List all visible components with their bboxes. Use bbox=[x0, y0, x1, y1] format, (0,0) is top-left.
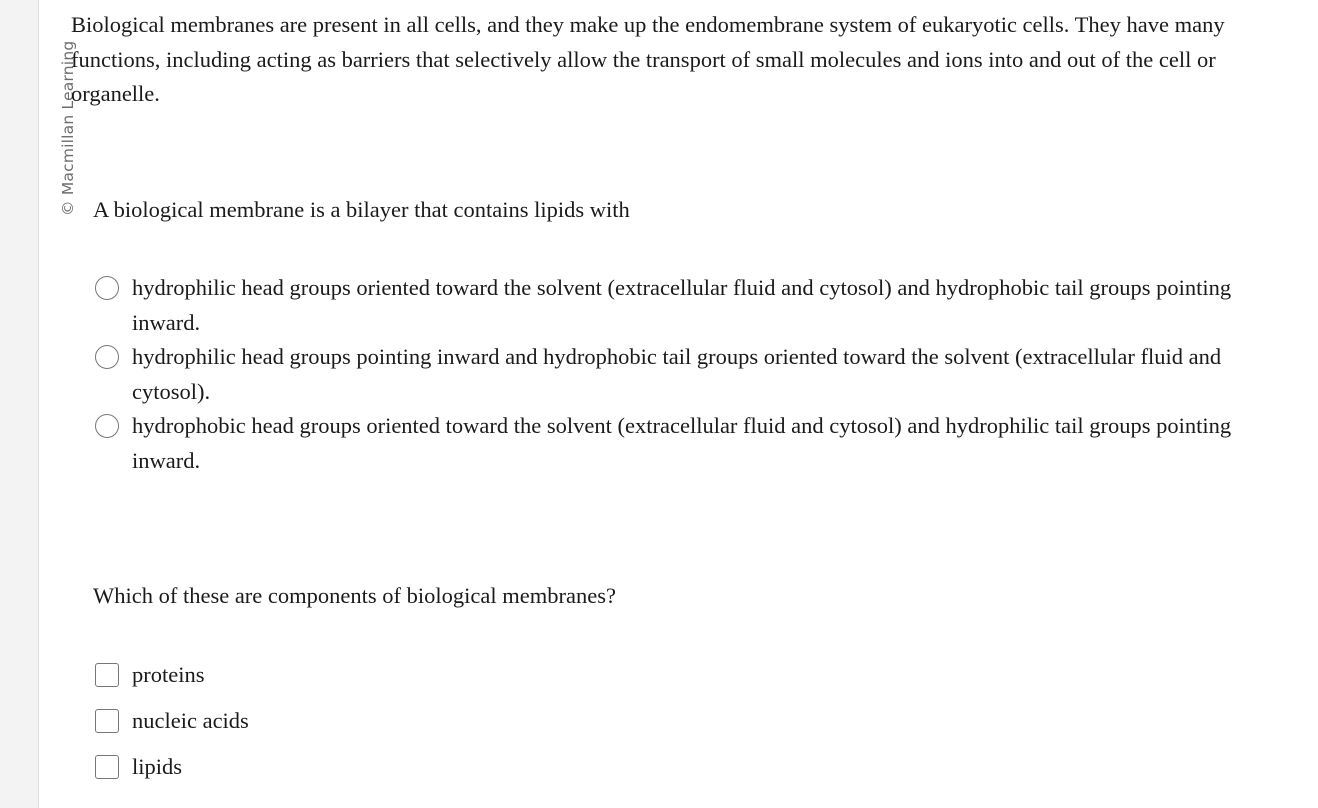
question-1-options bbox=[95, 271, 1270, 478]
question-2-options bbox=[95, 658, 1270, 796]
question-2-option-proteins[interactable] bbox=[95, 658, 1270, 692]
question-1-option-b[interactable] bbox=[95, 340, 1270, 409]
radio-button[interactable] bbox=[95, 345, 119, 369]
question-2-prompt: Which of these are components of biological membranes? bbox=[93, 583, 616, 608]
question-1-option-a[interactable] bbox=[95, 271, 1270, 340]
option-label: hydrophilic head groups pointing inward and hydrophobic tail groups oriented toward the solvent (extracellular fluid and cytosol). bbox=[132, 344, 1222, 404]
option-label: lipids bbox=[132, 754, 183, 779]
question-2-option-nucleic-acids[interactable] bbox=[95, 704, 1270, 738]
question-1-prompt: A biological membrane is a bilayer that contains lipids with bbox=[93, 197, 630, 222]
radio-button[interactable] bbox=[95, 414, 119, 438]
question-1-option-c[interactable] bbox=[95, 409, 1270, 478]
radio-button[interactable] bbox=[95, 276, 119, 300]
option-label: hydrophobic head groups oriented toward the solvent (extracellular fluid and cytosol) and hydrophilic tail groups pointing inward. bbox=[132, 413, 1232, 473]
question-2-option-lipids[interactable] bbox=[95, 750, 1270, 784]
intro-paragraph: Biological membranes are present in all cells, and they make up the endomembrane system of eukaryotic cells. They have many functions, including acting as barriers that selectively allow the transport of small molecules and ions into and out of the cell or organelle. bbox=[71, 12, 1225, 106]
checkbox[interactable] bbox=[95, 709, 119, 733]
copyright-watermark: © Macmillan Learning bbox=[59, 40, 77, 216]
checkbox[interactable] bbox=[95, 755, 119, 779]
left-margin-strip bbox=[0, 0, 39, 808]
checkbox[interactable] bbox=[95, 663, 119, 687]
option-label: hydrophilic head groups oriented toward the solvent (extracellular fluid and cytosol) and hydrophobic tail groups pointing inward. bbox=[132, 275, 1232, 335]
option-label: nucleic acids bbox=[132, 708, 249, 733]
option-label: proteins bbox=[132, 662, 205, 687]
